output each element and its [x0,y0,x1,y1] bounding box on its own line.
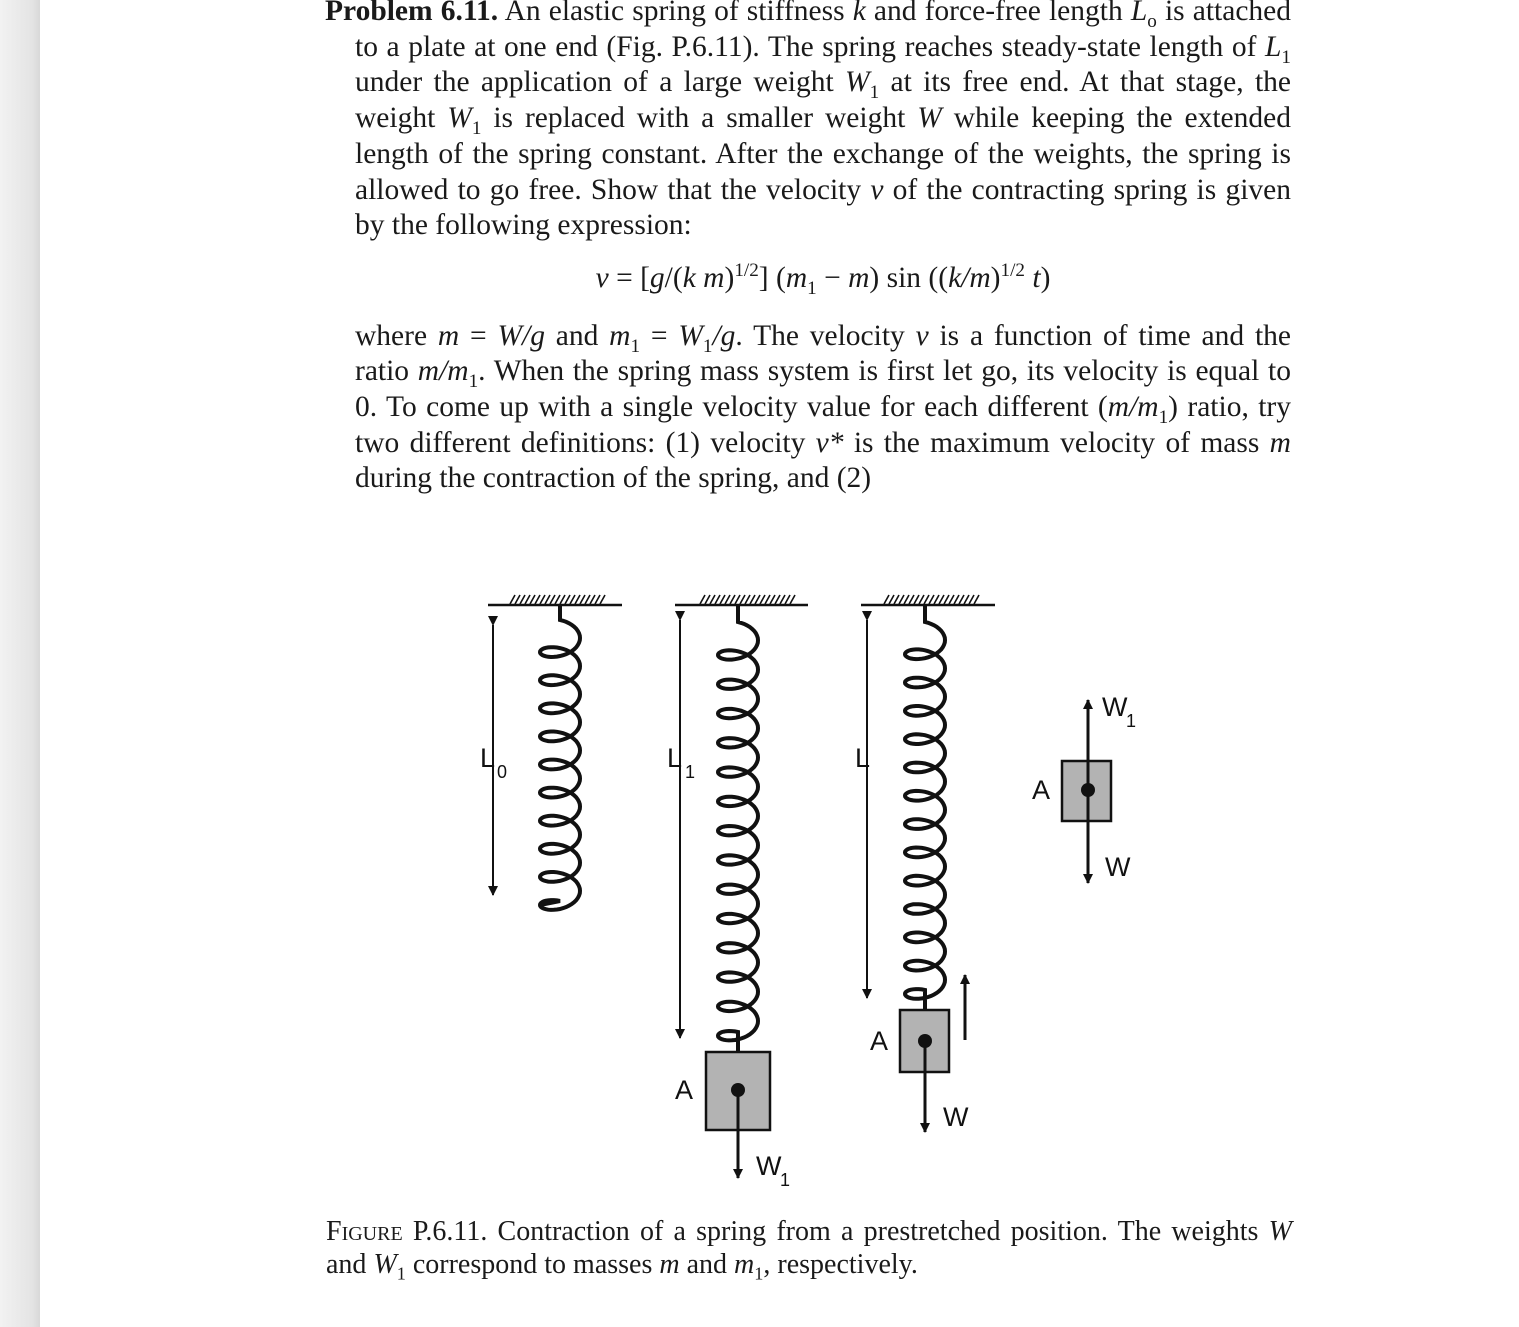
ceiling-hatch [700,595,705,604]
text: while keeping the extended length of the spring constant. After the exchange of the weights, the spring is allowed to go free. Show that the velocity [355,102,1291,206]
ceiling-2 [675,595,808,605]
sub: 1 [630,335,641,357]
var-m1: m [609,319,631,352]
spring-stretched-W [905,606,945,1010]
sub: 1 [468,371,479,393]
eq-exp: 1/2 [1000,260,1025,282]
ceiling-hatch [959,595,964,604]
sub: 1 [471,118,482,139]
text: under the application of a large weight [355,66,846,99]
ceiling-hatch [545,595,550,604]
var-m1: m [734,1249,755,1280]
label-W1-bottom: W [756,1151,782,1181]
text: correspond to masses [405,1249,660,1280]
ceiling-hatch [919,595,924,604]
sub: 1 [807,277,817,299]
ceiling-hatch [750,595,755,604]
spring-free-length [540,606,580,910]
label-A-1: A [675,1075,694,1105]
sub: 1 [754,1263,764,1284]
ceiling-hatch [525,595,530,604]
eq-part: ) [724,261,735,294]
text: An elastic spring of stiffness [498,0,853,27]
fbd-center [1081,783,1095,797]
ceiling-hatch [590,595,595,604]
label-W1-fbd-sub: 1 [1126,711,1137,731]
ceiling-hatch [520,595,525,604]
eq-part: /( [664,261,683,294]
text: . When the spring mass system is first let go, its velocity is equal to 0. To come up with a single velocity value for each different ( [355,355,1291,424]
ceiling-hatch [775,595,780,604]
eq-part: ] ( [758,261,786,294]
sub: 1 [1158,406,1169,428]
sub: 1 [396,1263,406,1284]
eq-v: v [595,261,609,294]
ceiling-hatch [974,595,979,604]
label-L: L [855,743,871,773]
eq-g: g [649,261,665,294]
var-m: m [437,319,460,352]
sub: 1 [702,335,713,357]
eq-m: m [848,261,870,294]
ceiling-hatch [924,595,929,604]
label-W-fbd: W [1105,852,1131,882]
text: where [355,319,438,352]
ceiling-hatch [964,595,969,604]
text: is the maximum velocity of mass [843,426,1270,459]
label-A-2: A [870,1026,889,1056]
ceiling-hatch [575,595,580,604]
ceiling-hatch [765,595,770,604]
text: P.6.11. Contraction of a spring from a prestretched position. The weights [402,1216,1269,1247]
text: is a function of time and the ratio [355,319,1291,388]
eq-exp: 1/2 [734,260,759,282]
label-W1-fbd: W [1102,692,1128,722]
var-k: k [852,0,866,27]
ceiling-hatch [969,595,974,604]
text: , respectively. [763,1249,918,1280]
ceiling-hatch [595,595,600,604]
mass-m-center [918,1034,932,1048]
ceiling-hatch [510,595,515,604]
ceiling-hatch [710,595,715,604]
ceiling-hatch [770,595,775,604]
ceiling-hatch [904,595,909,604]
text: . The velocity [735,319,916,352]
sub: 1 [1281,46,1291,68]
text: during the contraction of the spring, and (2) [355,462,872,495]
ceiling-hatch [540,595,545,604]
var-L: L [1130,0,1148,27]
eq-t: t [1024,261,1041,294]
var-W1: W [373,1249,397,1280]
ceiling-hatch [914,595,919,604]
ceiling-hatch [740,595,745,604]
var-vstar: v* [815,426,844,459]
ceiling-hatch [585,595,590,604]
var-g: /g [712,319,736,352]
ceiling-hatch [894,595,899,604]
var-W: W [917,102,942,135]
eq-part: ) sin (( [869,261,949,294]
var-W1: W [678,319,703,352]
var-ratio: m/m [417,355,469,388]
text: and force-free length [865,0,1131,27]
label-W1-bottom-sub: 1 [780,1170,791,1190]
ceiling-hatch [929,595,934,604]
text: is attached to a plate at one end (Fig. P.6.11). The spring reaches steady-state length of [355,0,1292,63]
text: = [640,319,679,352]
text: ) ratio, try two different definitions: (1) velocity [355,391,1291,459]
text: = [459,319,498,352]
ceiling-hatch [780,595,785,604]
var-ratio: m/m [1107,391,1159,424]
ceiling-hatch [939,595,944,604]
eq-k-over-m: k/m [948,261,991,294]
spring-stretched-W1 [718,606,758,1052]
ceiling-hatch [785,595,790,604]
text: of the contracting spring is given by the following expression: [355,173,1291,242]
var-m: m [1269,426,1291,459]
var-W1: W [845,66,870,99]
ceiling-hatch [934,595,939,604]
ceiling-hatch [949,595,954,604]
var-v: v [915,319,929,352]
sub: 1 [869,82,880,104]
label-L1: L [667,743,683,773]
label-L1-sub: 1 [685,762,696,782]
ceiling-hatch [535,595,540,604]
label-L0-sub: 0 [497,762,508,782]
label-L0: L [480,743,496,773]
ceiling-hatch [580,595,585,604]
eq-m1: m [785,261,808,294]
var-m: m [659,1249,680,1280]
ceiling-hatch [760,595,765,604]
figure-caption [326,1215,1292,1284]
ceiling-hatch [560,595,565,604]
label-W-mid: W [943,1102,969,1132]
ceiling-hatch [755,595,760,604]
ceiling-hatch [735,595,740,604]
ceiling-hatch [570,595,575,604]
ceiling-hatch [600,595,605,604]
ceiling-hatch [944,595,949,604]
problem-label: Problem 6.11. [325,0,499,27]
ceiling-hatch [725,595,730,604]
text: at its free end. At that stage, the weight [355,66,1291,135]
ceiling-hatch [790,595,795,604]
eq-km: k m [682,261,725,294]
var-L1: L [1265,30,1282,63]
eq-part: = [ [608,261,650,294]
ceiling-hatch [550,595,555,604]
mass-m1-center [731,1083,745,1097]
ceiling-hatch [715,595,720,604]
var-Wg: W/g [497,319,545,352]
eq-part: − [816,261,849,294]
ceiling-hatch [884,595,889,604]
text: is replaced with a smaller weight [481,102,918,135]
ceiling-hatch [515,595,520,604]
ceiling-hatch [909,595,914,604]
ceiling-hatch [889,595,894,604]
ceiling-hatch [730,595,735,604]
label-A-fbd: A [1032,775,1051,805]
text: and [544,319,610,352]
var-W: W [1268,1216,1292,1247]
eq-part: ) [990,261,1001,294]
ceiling-hatch [565,595,570,604]
ceiling-hatch [899,595,904,604]
eq-part: ) [1040,261,1051,294]
ceiling-hatch [954,595,959,604]
var-v: v [870,173,884,206]
ceiling-hatch [705,595,710,604]
var-W1: W [447,102,472,135]
sub: o [1147,10,1157,32]
ceiling-hatch [530,595,535,604]
ceiling-3 [861,595,995,605]
caption-figure-label: Figure [326,1216,403,1247]
text: and [679,1249,735,1280]
ceiling-1 [488,595,622,605]
ceiling-hatch [555,595,560,604]
ceiling-hatch [745,595,750,604]
text: and [326,1249,374,1280]
ceiling-hatch [720,595,725,604]
